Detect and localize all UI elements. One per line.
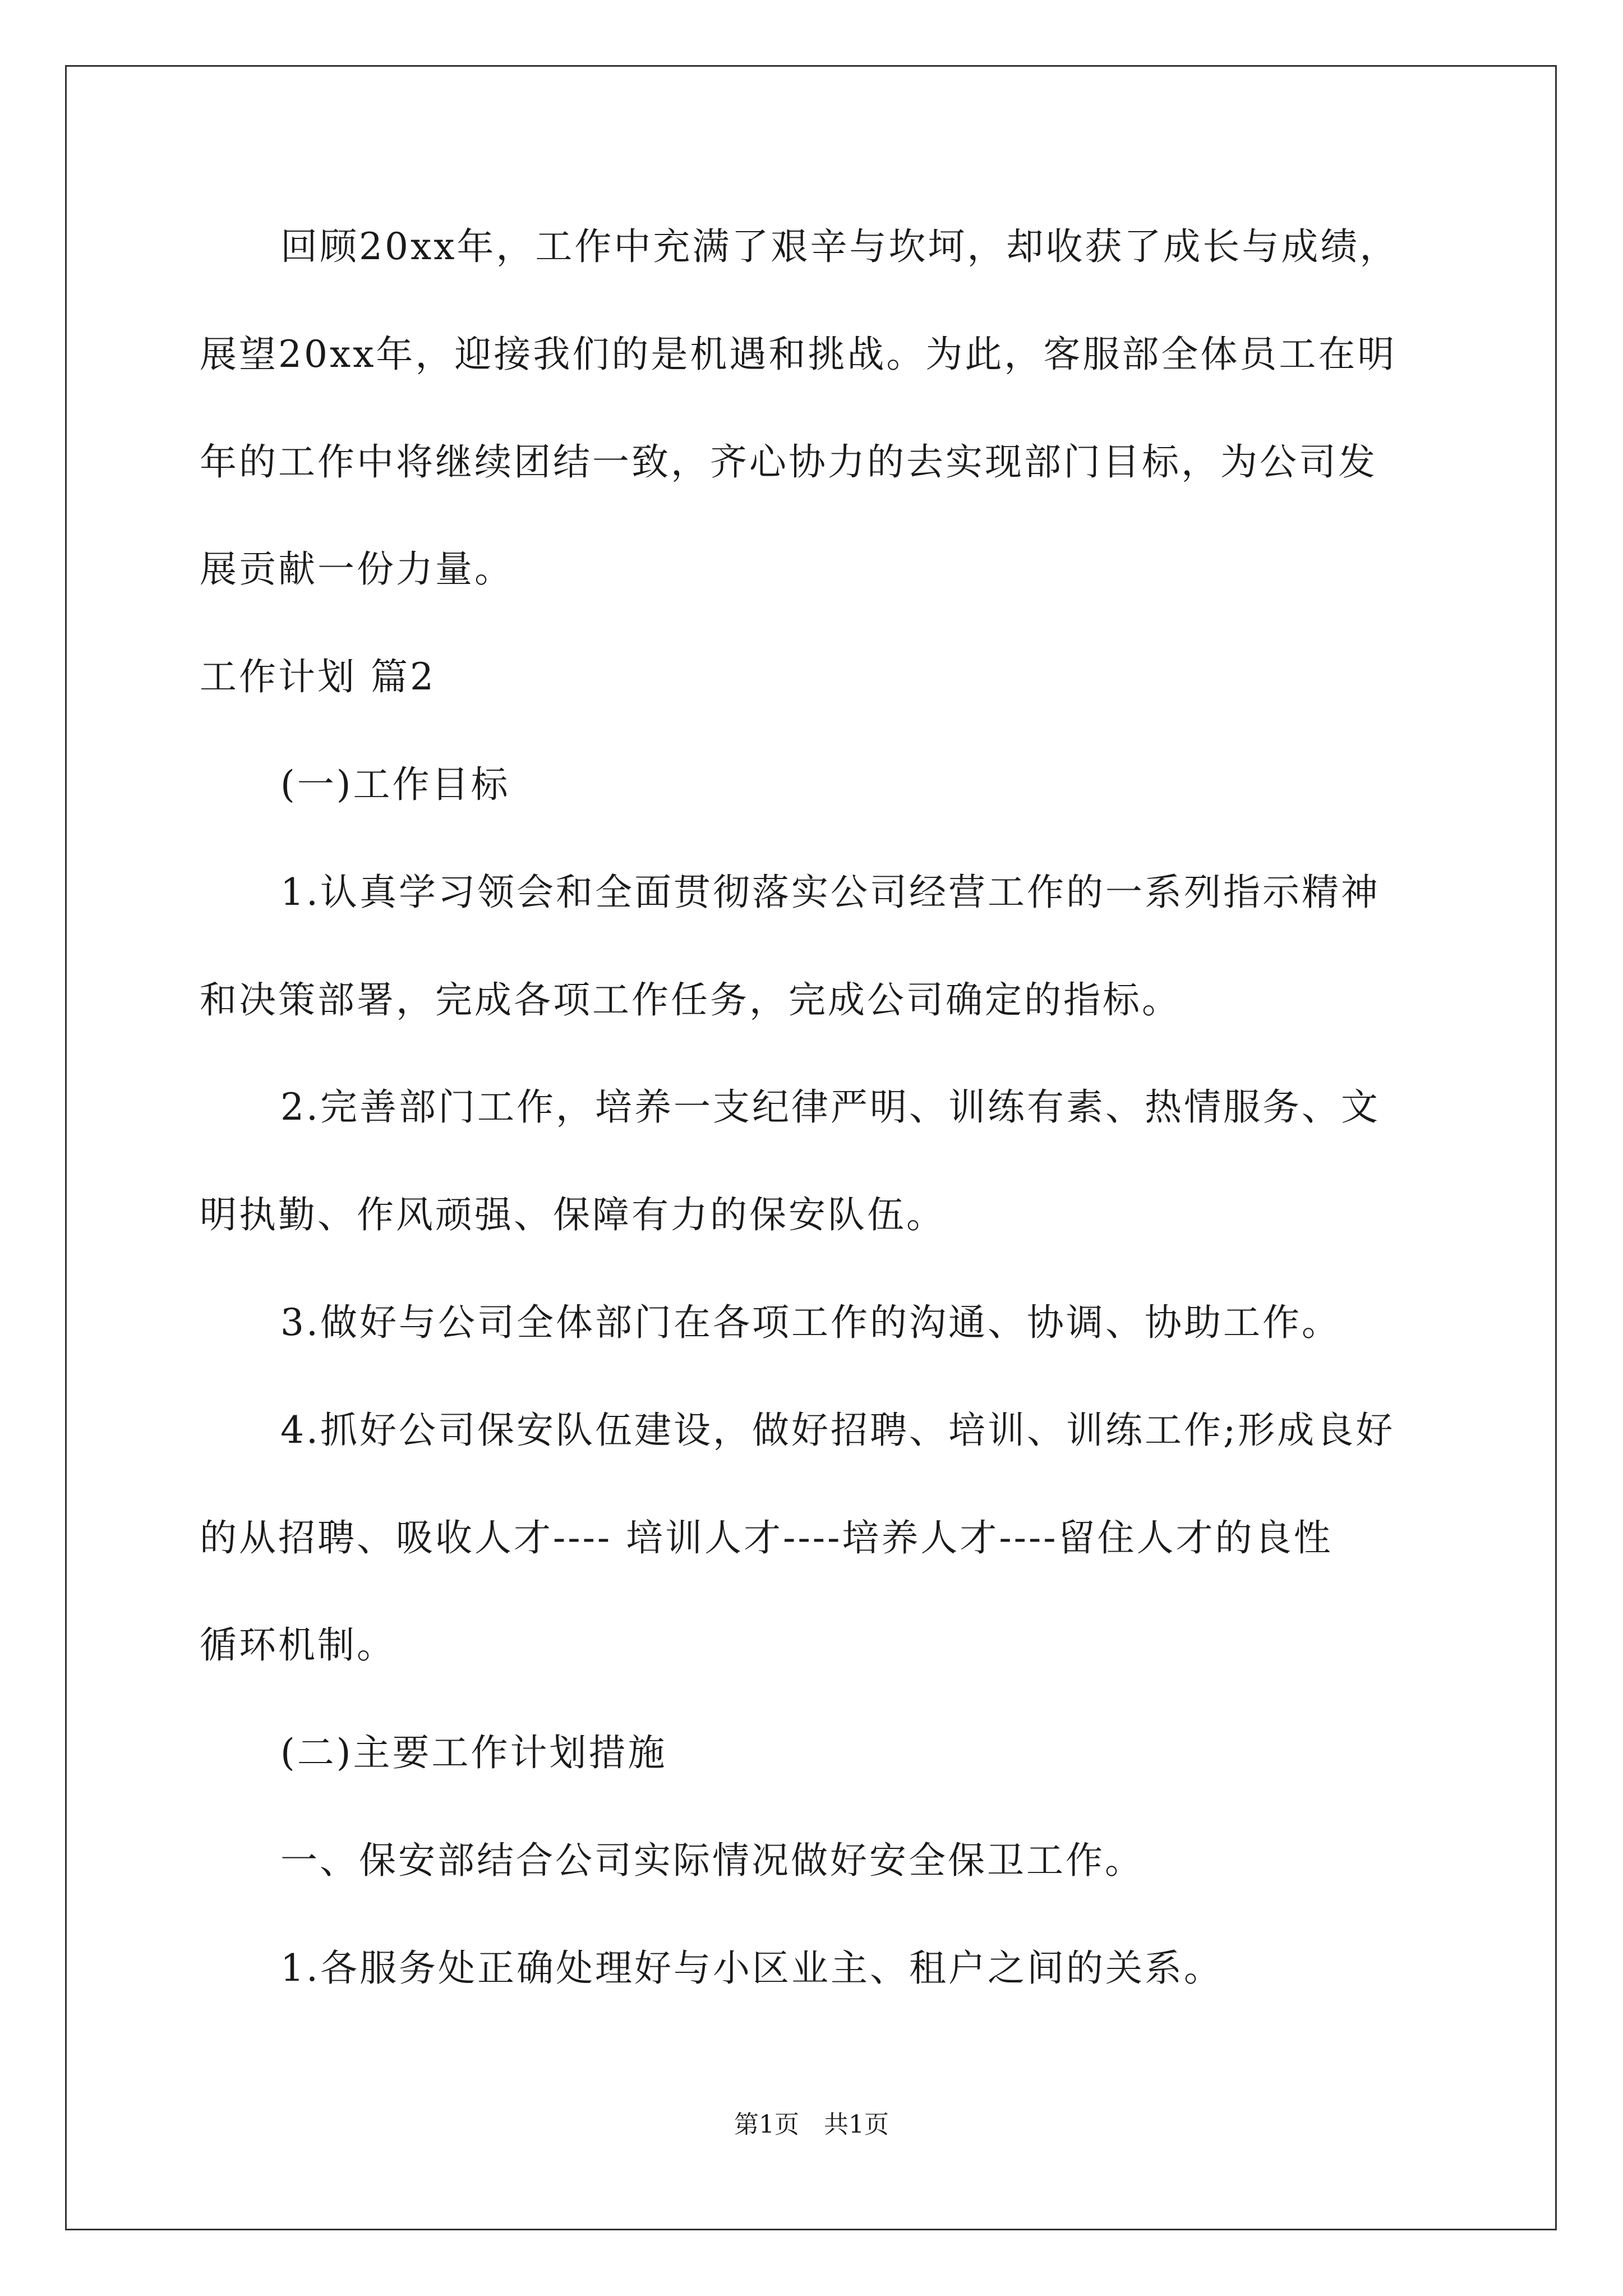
page-border	[65, 65, 1557, 2230]
list-item-line: 循环机制。	[200, 1623, 396, 1667]
paragraph-line: 一、保安部结合公司实际情况做好安全保卫工作。	[280, 1839, 1144, 1882]
paragraph-line: 回顾20xx年，工作中充满了艰辛与坎坷，却收获了成长与成绩，	[280, 225, 1399, 268]
list-item-line: 1.各服务处正确处理好与小区业主、租户之间的关系。	[280, 1947, 1223, 1990]
subsection-heading: (二)主要工作计划措施	[280, 1731, 667, 1774]
list-item-line: 和决策部署，完成各项工作任务，完成公司确定的指标。	[200, 978, 1181, 1022]
list-item-line: 3.做好与公司全体部门在各项工作的沟通、协调、协助工作。	[280, 1301, 1341, 1344]
list-item-line: 明执勤、作风顽强、保障有力的保安队伍。	[200, 1193, 946, 1236]
page-number-footer: 第1页 共1页	[734, 2110, 889, 2139]
paragraph-line: 展贡献一份力量。	[200, 547, 514, 591]
paragraph-line: 展望20xx年，迎接我们的是机遇和挑战。为此，客服部全体员工在明	[200, 333, 1397, 376]
list-item-line: 的从招聘、吸收人才---- 培训人才----培养人才----留住人才的良性	[200, 1516, 1333, 1559]
list-item-line: 4.抓好公司保安队伍建设，做好招聘、培训、训练工作;形成良好	[280, 1409, 1395, 1452]
list-item-line: 1.认真学习领会和全面贯彻落实公司经营工作的一系列指示精神	[280, 871, 1380, 914]
list-item-line: 2.完善部门工作，培养一支纪律严明、训练有素、热情服务、文	[280, 1085, 1380, 1129]
paragraph-line: 年的工作中将继续团结一致，齐心协力的去实现部门目标，为公司发	[200, 440, 1377, 484]
section-heading: 工作计划 篇2	[200, 655, 436, 698]
subsection-heading: (一)工作目标	[280, 763, 510, 806]
